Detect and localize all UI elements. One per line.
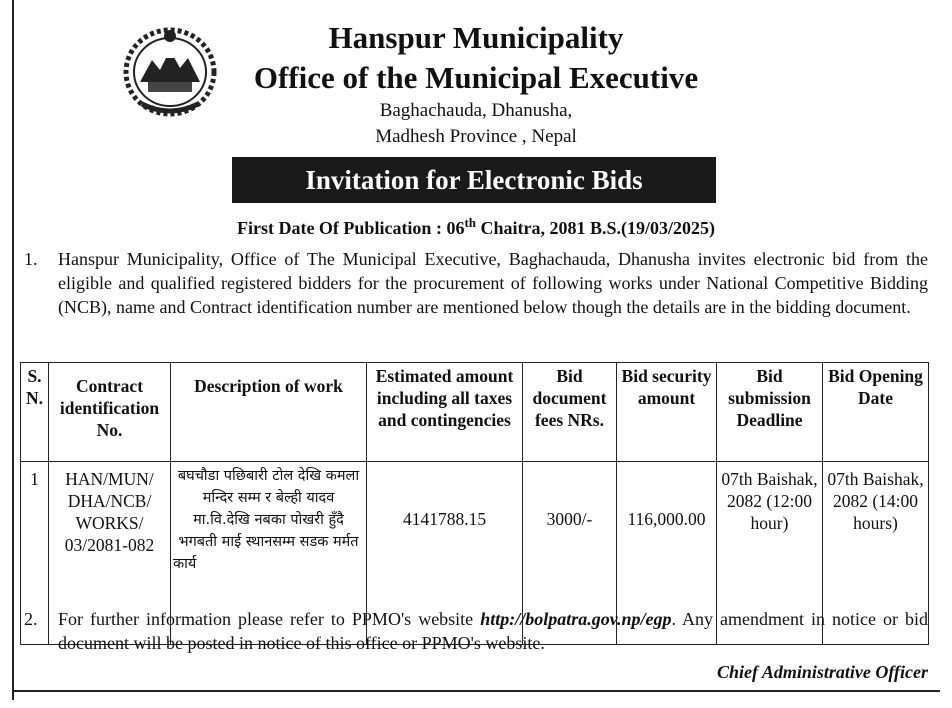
header-submission-deadline: Bid submission Deadline	[717, 363, 823, 462]
cell-security: 116,000.00	[617, 462, 717, 645]
publication-date	[0, 215, 952, 239]
header-security: Bid security amount	[617, 363, 717, 462]
paragraph-2-text-after: . Any amendment in notice or bid document will be posted in notice of this office or PPMO's website.	[58, 609, 929, 653]
cell-doc-fee: 3000/-	[523, 462, 617, 645]
header-contract-id: Contract identification No.	[49, 363, 171, 462]
paragraph-1	[24, 247, 928, 319]
bids-table	[20, 362, 929, 645]
address-line-1: Baghachauda, Dhanusha,	[379, 100, 573, 121]
ppmo-website-link[interactable]: http://bolpatra.gov.np/egp	[480, 609, 672, 629]
cell-sn: 1	[21, 462, 49, 645]
notice-title: Invitation for Electronic Bids	[305, 164, 643, 195]
frame-bottom-border	[12, 690, 940, 692]
municipality-name: Hanspur Municipality	[328, 20, 624, 55]
publication-date-suffix: Chaitra, 2081 B.S.(19/03/2025)	[476, 218, 716, 238]
address-line-2: Madhesh Province , Nepal	[375, 126, 577, 147]
signoff: Chief Administrative Officer	[717, 662, 928, 682]
paragraph-2-text-before: For further information please refer to PPMO's website	[58, 609, 481, 629]
paragraph-2-text	[58, 607, 928, 655]
header-opening-date: Bid Opening Date	[823, 363, 929, 462]
header-estimated-amount: Estimated amount including all taxes and contingencies	[367, 363, 523, 462]
notice-title-banner	[232, 157, 716, 203]
cell-description: बघचौडा पछिबारी टोल देखि कमला मन्दिर सम्म र बेल्ही यादव मा.वि.देखि नबका पोखरी हुँदै भगबती माई स्थानसम्म सडक मर्मत कार्य	[171, 462, 367, 645]
header-doc-fee: Bid document fees NRs.	[523, 363, 617, 462]
office-name: Office of the Municipal Executive	[253, 60, 699, 95]
publication-date-ordinal: th	[464, 215, 477, 230]
paragraph-2-number: 2.	[24, 609, 38, 629]
header-sn: S. N.	[21, 363, 49, 462]
paragraph-1-number: 1.	[24, 249, 38, 269]
cell-contract-id: HAN/MUN/ DHA/NCB/ WORKS/ 03/2081-082	[49, 462, 171, 645]
paragraph-1-text: Hanspur Municipality, Office of The Municipal Executive, Baghachauda, Dhanusha invites electronic bid from the eligible and qualified registered bidders for the procurement of following works under National Competitive Bidding (NCB), name and Contract identification number are mentioned below though the details are in the bidding document.	[58, 249, 928, 317]
cell-estimated-amount: 4141788.15	[367, 462, 523, 645]
publication-date-prefix: First Date Of Publication : 06	[236, 218, 465, 238]
paragraph-2	[24, 607, 928, 655]
cell-opening-date: 07th Baishak, 2082 (14:00 hours)	[823, 462, 929, 645]
table-header-row	[21, 363, 929, 462]
cell-submission-deadline: 07th Baishak, 2082 (12:00 hour)	[717, 462, 823, 645]
header-description: Description of work	[171, 363, 367, 462]
